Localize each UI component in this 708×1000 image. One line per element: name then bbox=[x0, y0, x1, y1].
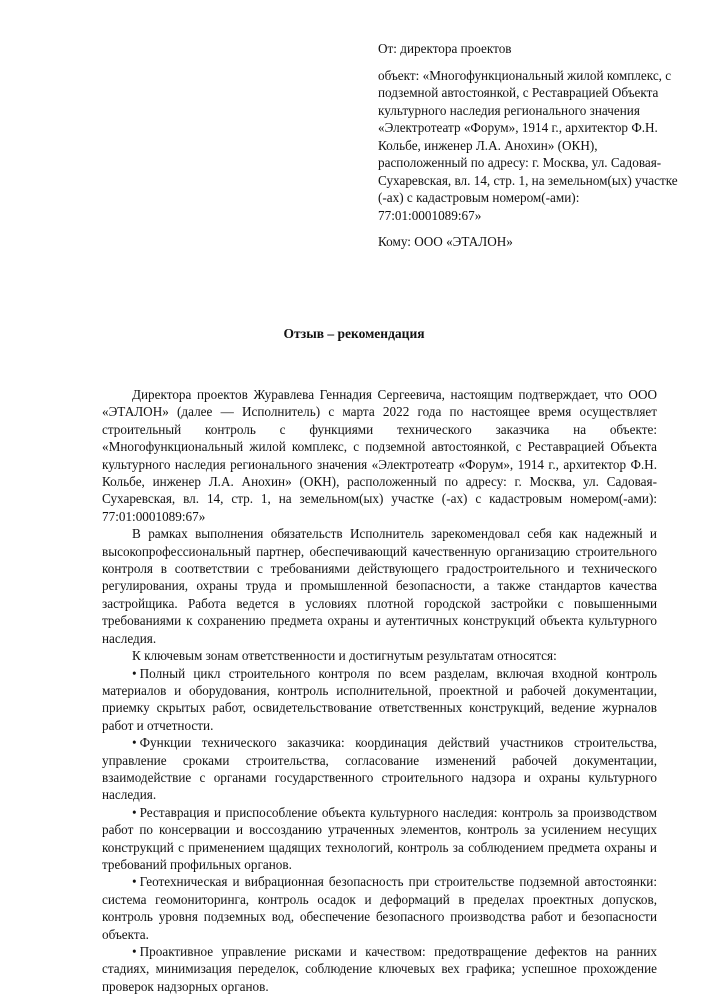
bullet-text: Геотехническая и вибрационная безопасность при строительстве подземной автостоянки: система геомониторинга, контроль осадок и деформаций в пределах проектных допусков, контроль уровня подземных вод, обеспечение безопасного производства работ и безопасности объекта. bbox=[102, 874, 657, 942]
letter-header bbox=[378, 40, 678, 260]
bullet-text: Реставрация и приспособление объекта культурного наследия: контроль за производством работ по консервации и воссозданию утраченных элементов, контроль за усилением несущих конструкций с применением щадящих технологий, контроль за соблюдением предмета охраны и требований профильных органов. bbox=[102, 804, 657, 872]
bullet-item bbox=[102, 665, 657, 735]
header-to: Кому: ООО «ЭТАЛОН» bbox=[378, 234, 513, 249]
bullet-text: Проактивное управление рисками и качеством: предотвращение дефектов на ранних стадиях, минимизация переделок, соблюдение ключевых вех графика; успешное прохождение проверок надзорных органов. bbox=[102, 944, 657, 994]
bullet-icon: • bbox=[132, 804, 137, 820]
bullet-icon: • bbox=[132, 665, 137, 681]
bullet-icon: • bbox=[132, 944, 137, 959]
bullet-text: Полный цикл строительного контроля по всем разделам, включая входной контроль материалов и оборудования, контроль исполнительной, проектной и рабочей документации, приемку скрытых работ, освидетельствование ответственных конструкций, ведение журналов работ и отчетности. bbox=[102, 665, 657, 733]
document-title: Отзыв – рекомендация bbox=[283, 326, 425, 341]
bullet-item bbox=[102, 943, 657, 995]
header-object: объект: «Многофункциональный жилой комплекс, с подземной автостоянкой, с Реставрацией Объекта культурного наследия регионального значения «Электротеатр «Форум», 1914 г., архитектор Ф.Н. Кольбе, инженер Л.А. Анохин» (ОКН), расположенный по адресу: г. Москва, ул. Садовая-Сухаревская, вл. 14, стр. 1, на земельном(ых) участке (-ах) с кадастровым номером(-ами): 77:01:0001089:67» bbox=[378, 67, 678, 223]
bullet-icon: • bbox=[132, 874, 137, 890]
document-body bbox=[102, 386, 657, 995]
bullet-item bbox=[102, 804, 657, 874]
bullet-text: Функции технического заказчика: координация действий участников строительства, управление сроками строительства, согласование изменений рабочей документации, взаимодействие с органами государственного строительного надзора и охраны культурного наследия. bbox=[102, 735, 657, 803]
paragraph-key-areas: К ключевым зонам ответственности и достигнутым результатам относятся: bbox=[132, 648, 557, 664]
bullet-icon: • bbox=[132, 735, 137, 751]
paragraph-intro: Директора проектов Журавлева Геннадия Сергеевича, настоящим подтверждает, что ООО «ЭТАЛОН» (далее — Исполнитель) с марта 2022 года по настоящее время осуществляет строительный контроль с функциями технического заказчика на объекте: «Многофункциональный жилой комплекс, с подземной автостоянкой, с Реставрацией Объекта культурного наследия регионального значения «Электротеатр «Форум», 1914 г., архитектор Ф.Н. Кольбе, инженер Л.А. Анохин» (ОКН), расположенный по адресу: г. Москва, ул. Садовая-Сухаревская, вл. 14, стр. 1, на земельном(ых) участке (-ах) с кадастровым номером(-ами): 77:01:0001089:67» bbox=[102, 387, 657, 524]
paragraph-reputation: В рамках выполнения обязательств Исполнитель зарекомендовал себя как надежный и высокопрофессиональный партнер, обеспечивающий качественную организацию строительного контроля в соответствии с требованиями действующего градостроительного и технического регулирования, охраны труда и промышленной безопасности, а также стандартов качества застройщика. Работа ведется в условиях плотной городской застройки с повышенными требованиями к сохранению предмета охраны и аутентичных конструкций объекта культурного наследия. bbox=[102, 526, 657, 646]
bullet-item bbox=[102, 873, 657, 943]
header-from: От: директора проектов bbox=[378, 41, 512, 56]
bullet-item bbox=[102, 734, 657, 804]
